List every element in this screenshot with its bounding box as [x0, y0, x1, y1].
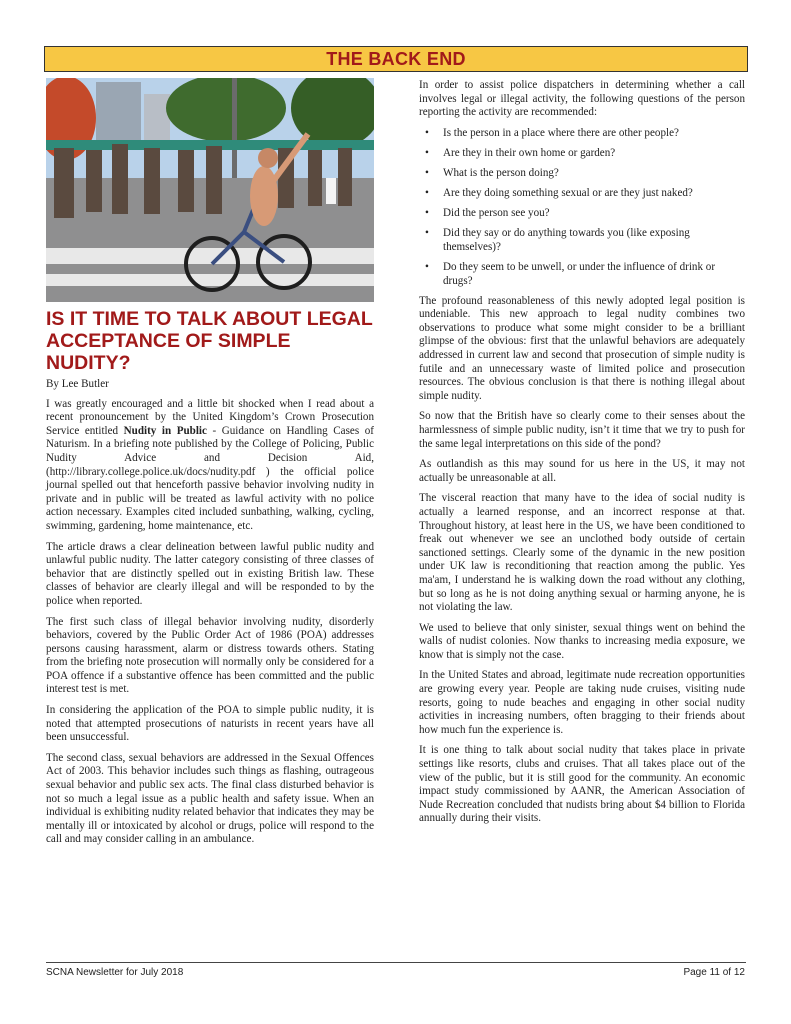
list-item: • Did they say or do anything towards you (like exposing themselves)? [425, 227, 690, 253]
list-item: • Did the person see you? [425, 207, 550, 220]
paragraph: In the United States and abroad, legitimate nude recreation opportunities are growing every year. People are taking nude cruises, visiting nude resorts, going to nude beaches and engaging in other social nudity activities in increasing numbers, often bragging to their friends about how much fun the experience is. [419, 669, 745, 736]
bullet-icon: • [425, 227, 429, 240]
question-list [419, 127, 745, 288]
list-item: • Is the person in a place where there are other people? [425, 126, 679, 139]
paragraph-intro [46, 398, 374, 534]
left-column [46, 308, 374, 854]
paragraph: The article draws a clear delineation between lawful public nudity and unlawful public nudity. The latter category consisting of three classes of behavior that are distinctly spelled out in existing British law. These classes of behavior are clearly illegal and will be responded to by the police when reported. [46, 540, 374, 607]
bullet-icon: • [425, 260, 429, 273]
paragraph: The second class, sexual behaviors are addressed in the Sexual Offences Act of 2003. This behavior includes such things as flashing, outrageous sexual behavior and public sex acts. The final class disturbed behavior is not so much a legal issue as a public health and safety issue. When an individual is exhibiting nudity related behavior that indicates they may be mentally ill or intoxicated by alcohol or drugs, police will respond to the call and may consider calling in an ambulance. [46, 751, 374, 846]
paragraph: In order to assist police dispatchers in determining whether a call involves legal or illegal activity, the following questions of the person reporting the activity are recommended: [419, 79, 745, 119]
footer-divider [46, 962, 746, 963]
list-item: • Do they seem to be unwell, or under the influence of drink or drugs? [425, 260, 716, 287]
footer-newsletter-label: SCNA Newsletter for July 2018 [46, 967, 184, 978]
paragraph: We used to believe that only sinister, sexual things went on behind the walls of nudist colonies. Now thanks to increasing media exposure, we know that is simply not the case. [419, 621, 745, 661]
right-column [419, 79, 745, 833]
article-photo [46, 78, 374, 302]
section-title: THE BACK END [326, 48, 466, 69]
bullet-icon: • [425, 146, 429, 159]
paragraph: The first such class of illegal behavior involving nudity, disorderly behaviors, covered by the Public Order Act of 1986 (POA) addresses persons causing harassment, alarm or distress towards others. Stating from the briefing note prosecution will normally only be considered for a POA offence if a substantive offence has been committed and the public interest test is met. [46, 615, 374, 696]
section-banner [44, 46, 748, 72]
paragraph: In considering the application of the POA to simple public nudity, it is noted that attempted prosecutions of naturists in recent years have all been unsuccessful. [46, 704, 374, 744]
bullet-icon: • [425, 207, 429, 220]
list-item: • Are they in their own home or garden? [425, 146, 616, 159]
paragraph: The profound reasonableness of this newly adopted legal position is undeniable. This new approach to legal nudity combines two observations to produce what some might consider to be a brilliant glimpse of the obvious: first that the unlawful behaviors are adequately addressed in current law and second that prosecution of simple nudity is futile and an unnecessary waste of limited police and prosecution resources. The obvious conclusion is that there is nothing illegal about simple nudity. [419, 294, 745, 402]
bullet-icon: • [425, 166, 429, 179]
cyclist-photo-illustration [46, 78, 374, 302]
list-item: • Are they doing something sexual or are they just naked? [425, 187, 693, 200]
footer-page-number: Page 11 of 12 [683, 967, 745, 978]
paragraph: As outlandish as this may sound for us here in the US, it may not actually be unreasonable at all. [419, 458, 745, 484]
article-headline: IS IT TIME TO TALK ABOUT LEGAL ACCEPTANCE OF SIMPLE NUDITY? [46, 308, 373, 374]
paragraph: So now that the British have so clearly come to their senses about the harmlessness of simple public nudity, isn’t it time that we try to push for the same legal interpretations on this side of the pond? [419, 410, 745, 450]
paragraph: It is one thing to talk about social nudity that takes place in private settings like resorts, clubs and cruises. That all takes place out of the view of the public, but it is still good for the community. An economic impact study commissioned by AANR, the American Association of Nude Recreation concluded that nudists bring about $4 billion to Florida annually during their visits. [419, 744, 745, 825]
document-title: Nudity in Public [123, 424, 207, 437]
paragraph: The visceral reaction that many have to the idea of social nudity is actually a learned response, and an incorrect response at that. Throughout history, at least here in the US, we have been conditioned to freak out whenever we see an unclothed body outside of certain sanctioned settings. Clearly some of the dynamic in the new position under UK law is reconditioning that reaction among the public. Yes ma'am, I understand he is walking down the road without any clothing, but so long as he is not doing anything sexual or harming anyone, he is not violating the law. [419, 492, 745, 614]
list-item: • What is the person doing? [425, 166, 559, 179]
intro-text-a: I was greatly encouraged and a little bit shocked when I read about a recent pronouncement by the United Kingdom’s Crown Prosecution Service entitled [46, 397, 374, 437]
bullet-icon: • [425, 126, 429, 139]
bullet-icon: • [425, 187, 429, 200]
intro-text-b: - Guidance on Handling Cases of Naturism. In a briefing note published by the College of Policing, Public Nudity Advice and Decision Aid, (http://library.college.police.uk/docs/nudity.pdf ) the official police journal spelled out that henceforth passive behavior involving nudity in private and in public will be treated as lawful activity with no police action necessary. Examples cited included sunbathing, walking, cycling, swimming, gardening, home maintenance, etc. [46, 424, 374, 532]
article-byline: By Lee Butler [46, 378, 109, 390]
